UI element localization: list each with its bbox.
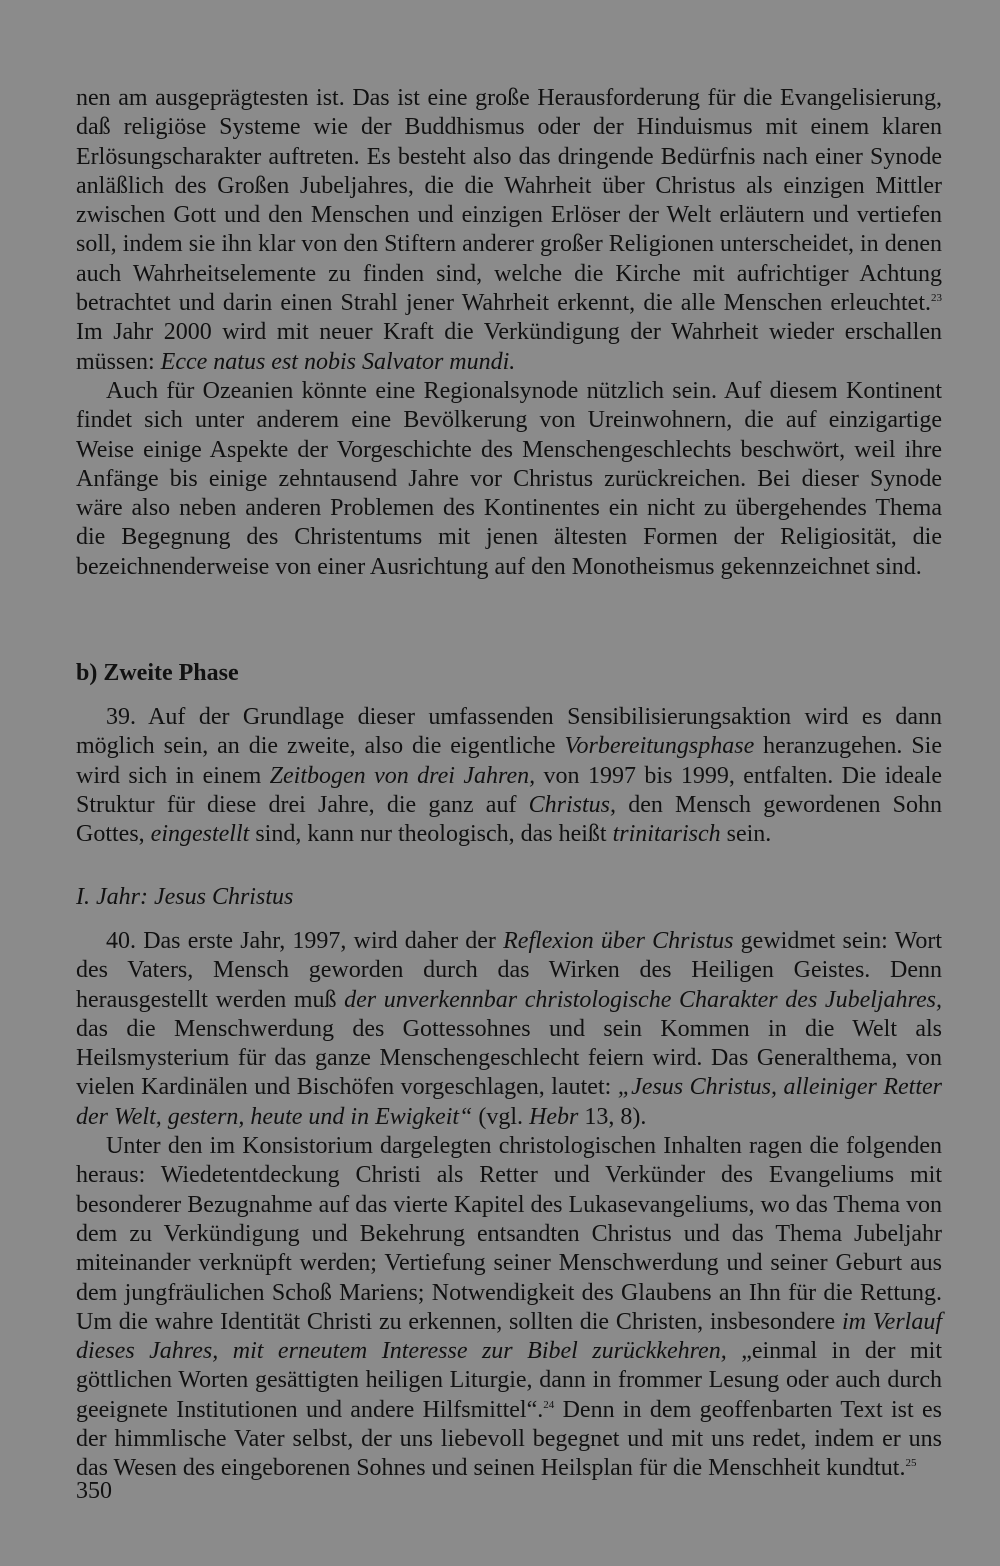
emphasis-text: im Verlauf dieses Jahres, mit erneutem Interesse zur Bibel zurückkehren, (76, 1308, 943, 1365)
page-number: 350 (76, 1478, 112, 1504)
paragraph-text: Im Jahr 2000 wird mit neuer Kraft die Verkündigung der Wahrheit wieder erschallen müssen: (76, 319, 942, 375)
intro-block (76, 84, 942, 582)
footnote-marker: 25 (905, 1457, 917, 1470)
emphasis-text: Christus, (528, 791, 617, 818)
paragraph-39 (76, 703, 942, 849)
paragraph-text: das die Menschwerdung des Gottessohnes und sein Kommen in die Welt als Heilsmysterium für das ganze Menschengeschlecht feiern wird. Das Generalthema, von vielen Kardinälen und Bischöfen vorgeschlagen, lautet: (76, 1015, 942, 1101)
footnote-marker: 23 (931, 292, 942, 305)
subsection-heading: I. Jahr: Jesus Christus (76, 884, 294, 910)
emphasis-text: Zeitbogen von drei Jahren, (269, 762, 536, 789)
latin-quote: Ecce natus est nobis Salvator mundi. (160, 348, 516, 375)
paragraph-40 (76, 927, 942, 1132)
paragraph-text: 13, 8). (578, 1103, 647, 1130)
year1-block (76, 927, 942, 1484)
paragraph-text: 39. Auf der Grundlage dieser umfassenden Sensibilisierungsaktion wird es dann möglich sein, an die zweite, also die eigentliche (76, 704, 942, 760)
paragraph-oceania: Auch für Ozeanien könnte eine Regionalsynode nützlich sein. Auf diesem Kontinent findet sich unter anderem eine Bevölkerung von Ureinwohnern, die auf einzigartige Weise einige Aspekte der Vorgeschichte des Menschengeschlechts beschwört, weil ihre Anfänge bis einige zehntausend Jahre vor Christus zurückreichen. Bei dieser Synode wäre also neben anderen Problemen des Kontinentes ein nicht zu übergehendes Thema die Begegnung des Christentums mit jenen ältesten Formen der Religiosität, die bezeichnenderweise von einer Ausrichtung auf den Monotheismus gekennzeichnet sind. (76, 377, 942, 580)
emphasis-text: Vorbereitungsphase (564, 733, 755, 760)
paragraph-text: heranzugehen. Sie wird sich in einem (76, 733, 942, 789)
emphasis-text: „Jesus Christus, alleiniger Retter der Welt, gestern, heute und in Ewigkeit“ (76, 1074, 942, 1130)
emphasis-text: eingestellt (150, 821, 250, 848)
emphasis-text: Reflexion über Christus (503, 928, 734, 954)
footnote-marker: 24 (543, 1398, 555, 1411)
paragraph-text: sind, kann nur theologisch, das heißt (249, 821, 613, 848)
paragraph-text: den Mensch gewordenen Sohn Gottes, (76, 791, 943, 848)
paragraph-text: Unter den im Konsistorium dargelegten christologischen Inhalten ragen die folgenden heraus: Wiedetentdeckung Christi als Retter und Verkünder des Evangeliums mit besonderer Bezugnahme auf das vierte Kapitel des Lukasevangeliums, wo das Thema von dem zu Verkündigung und Bekehrung entsandten Christus und das Thema Jubeljahr miteinander verknüpft werden; Vertiefung seiner Menschwerdung und seiner Geburt aus dem jungfräulichen Schoß Mariens; Notwendigkeit des Glaubens an Ihn für die Rettung. Um die wahre Identität Christi zu erkennen, sollten die Christen, insbesondere (76, 1133, 942, 1335)
paragraph-41 (76, 1132, 942, 1484)
paragraph-text: „einmal in der mit göttlichen Worten gesättigten heiligen Liturgie, dann in frommer Lesung oder auch durch geeignete Institutionen und andere Hilfsmittel“. (76, 1338, 942, 1423)
emphasis-text: trinitarisch (612, 821, 721, 848)
paragraph-text: sein. (720, 821, 772, 848)
section-b-block (76, 703, 942, 849)
paragraph-text: gewidmet sein: Wort des Vaters, Mensch geworden durch das Wirken des Heiligen Geistes. Denn herausgestellt werden muß (76, 928, 942, 1013)
paragraph-text: nen am ausgeprägtesten ist. Das ist eine große Herausforderung für die Evangelisierung, daß religiöse Systeme wie der Buddhismus oder der Hinduismus mit einem klaren Erlösungscharakter auftreten. Es besteht also das dringende Bedürfnis nach einer Synode anläßlich des Großen Jubeljahres, die die Wahrheit über Christus als einzigen Mittler zwischen Gott und den Menschen und einzigen Erlöser der Welt erläutern und vertiefen soll, indem sie ihn klar von den Stiftern anderer großer Religionen unterscheidet, in denen auch Wahrheitselemente zu finden sind, welche die Kirche mit aufrichtiger Achtung betrachtet und darin einen Strahl jener Wahrheit erkennt, die alle Menschen erleuchtet. (76, 85, 942, 317)
paragraph-text: (vgl. (472, 1103, 530, 1130)
paragraph-text: 40. Das erste Jahr, 1997, wird daher der (106, 928, 504, 954)
paragraph-text: von 1997 bis 1999, entfalten. Die ideale Struktur für diese drei Jahre, die ganz auf (76, 762, 943, 818)
section-heading: b) Zweite Phase (76, 660, 239, 686)
paragraph-text: Denn in dem geoffenbarten Text ist es der himmlische Vater selbst, der uns liebevoll begegnet und mit uns redet, indem er uns das Wesen des eingeborenen Sohnes und seinen Heilsplan für die Menschheit kundtut. (76, 1396, 942, 1482)
paragraph-continuation (76, 84, 942, 377)
emphasis-text: der unverkennbar christologische Charakter des Jubeljahres, (344, 986, 942, 1013)
emphasis-text: Hebr (529, 1103, 579, 1130)
